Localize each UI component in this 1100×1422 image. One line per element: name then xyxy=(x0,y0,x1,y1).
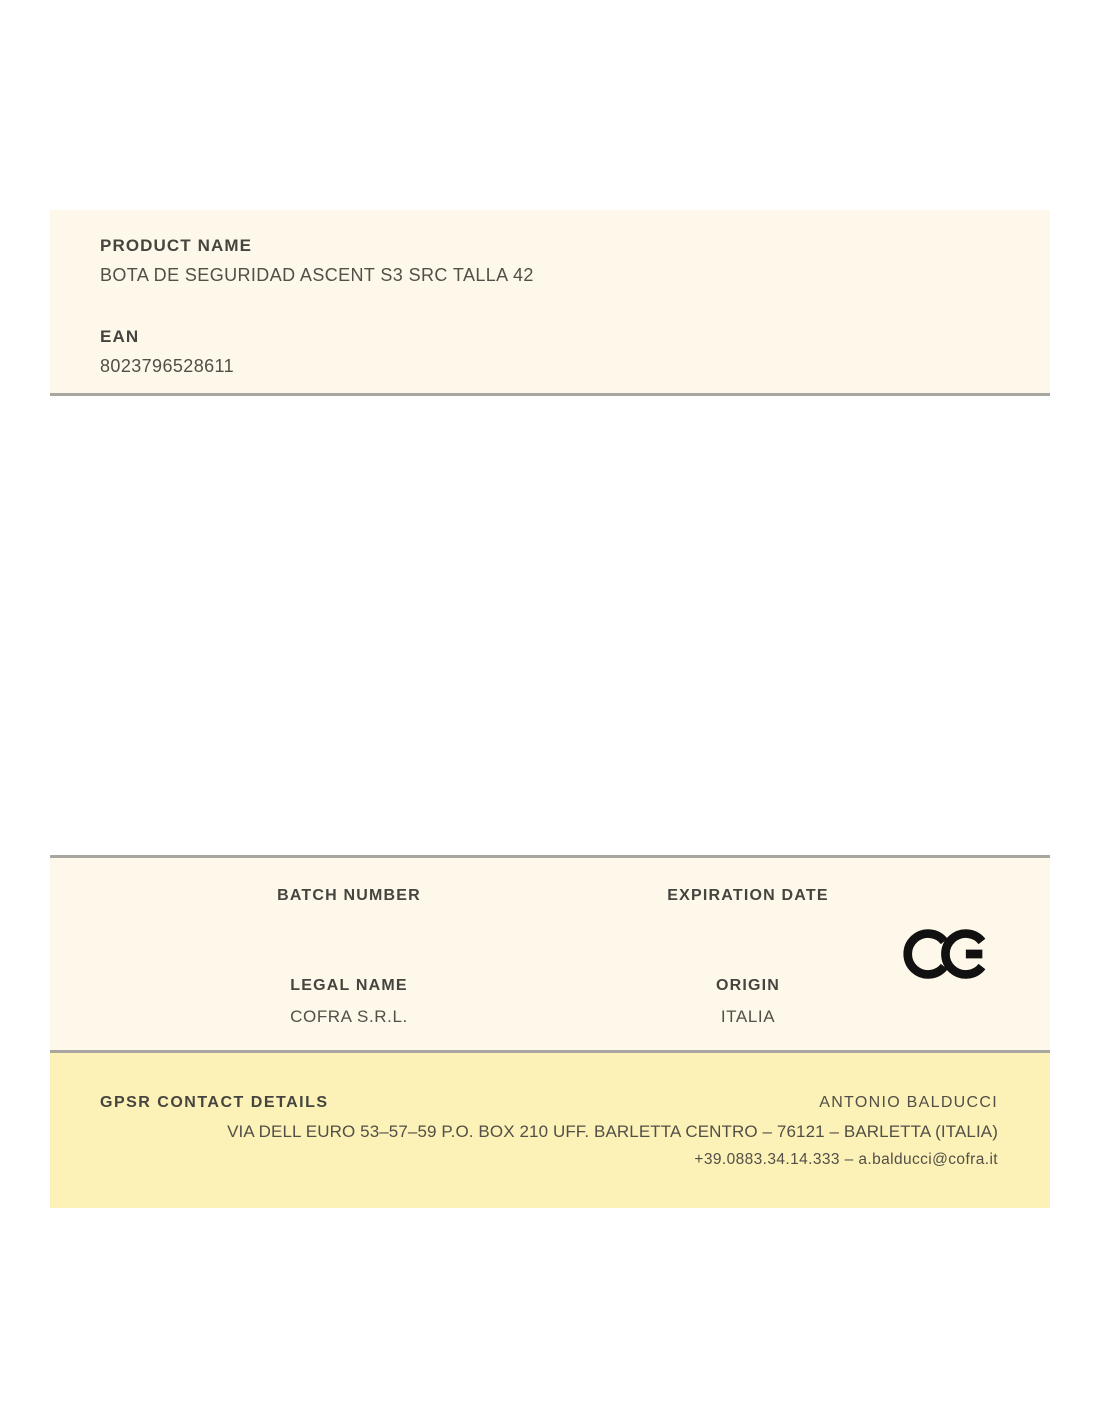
origin-value: ITALIA xyxy=(720,1007,776,1026)
batch-legal-panel xyxy=(50,855,1050,1053)
product-name-label: PRODUCT NAME xyxy=(100,236,253,255)
gpsr-heading: GPSR CONTACT DETAILS xyxy=(100,1094,329,1111)
gpsr-phone-email: +39.0883.34.14.333 – a.balducci@cofra.it xyxy=(694,1151,998,1168)
ean-value: 8023796528611 xyxy=(100,356,235,376)
ean-label: EAN xyxy=(100,327,140,346)
gpsr-contact-panel xyxy=(50,1053,1050,1208)
legal-name-value: COFRA S.R.L. xyxy=(290,1007,408,1026)
gpsr-address: VIA DELL EURO 53–57–59 P.O. BOX 210 UFF. BARLETTA CENTRO – 76121 – BARLETTA (ITALIA) xyxy=(227,1122,998,1141)
gpsr-contact-name: ANTONIO BALDUCCI xyxy=(819,1094,998,1111)
batch-number-label: BATCH NUMBER xyxy=(277,887,421,904)
product-name-value: BOTA DE SEGURIDAD ASCENT S3 SRC TALLA 42 xyxy=(100,265,534,285)
ce-mark-icon xyxy=(903,926,991,982)
product-info-panel xyxy=(50,210,1050,396)
expiration-date-label: EXPIRATION DATE xyxy=(667,887,829,904)
origin-label: ORIGIN xyxy=(715,977,781,994)
legal-name-label: LEGAL NAME xyxy=(290,977,408,994)
